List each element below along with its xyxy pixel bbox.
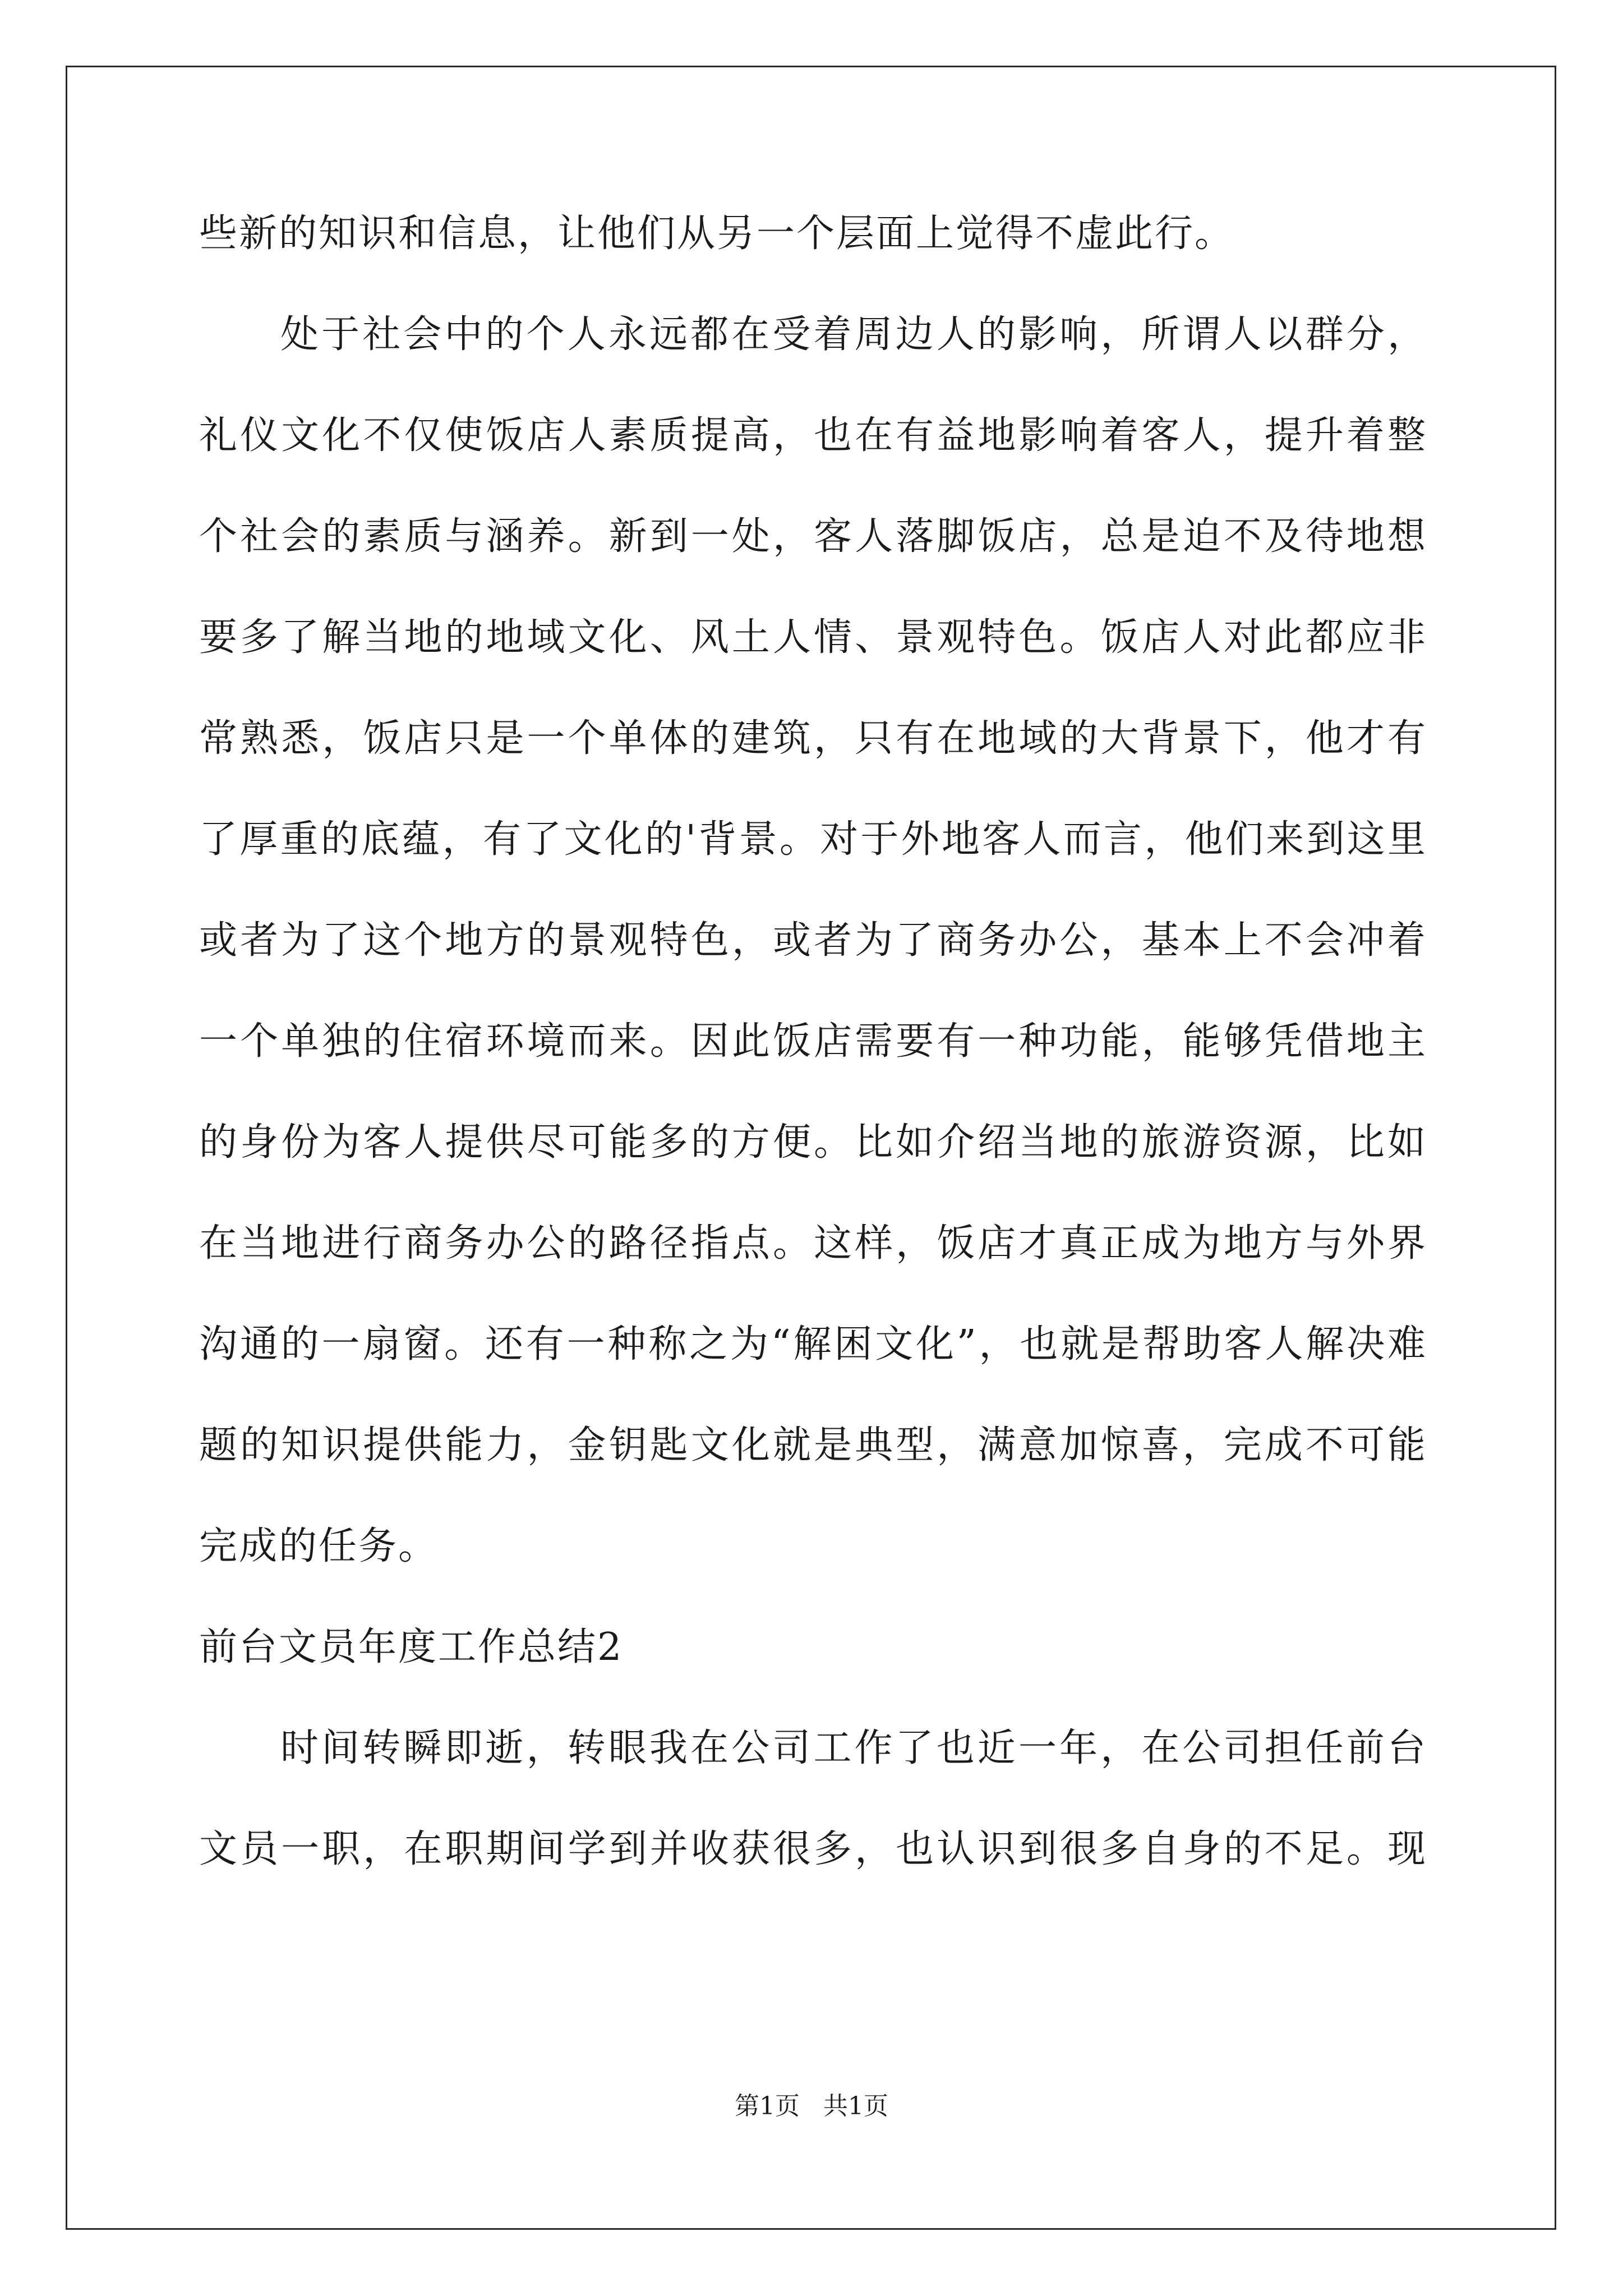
body-text-line: 了厚重的底蕴，有了文化的'背景。对于外地客人而言，他们来到这里: [199, 817, 1427, 862]
body-text-line: 在当地进行商务办公的路径指点。这样，饭店才真正成为地方与外界: [199, 1221, 1427, 1266]
body-text-line: 要多了解当地的地域文化、风土人情、景观特色。饭店人对此都应非: [199, 615, 1427, 660]
body-text-line: 礼仪文化不仅使饭店人素质提高，也在有益地影响着客人，提升着整: [199, 413, 1427, 458]
body-text-line: 一个单独的住宿环境而来。因此饭店需要有一种功能，能够凭借地主: [199, 1019, 1427, 1064]
body-text-line: 或者为了这个地方的景观特色，或者为了商务办公，基本上不会冲着: [199, 918, 1427, 963]
page-number-footer: 第1页 共1页: [735, 2092, 888, 2120]
body-text-line: 完成的任务。: [199, 1524, 439, 1568]
paragraph-first-line: 处于社会中的个人永远都在受着周边人的影响，所谓人以群分，: [280, 312, 1427, 357]
body-text-line: 个社会的素质与涵养。新到一处，客人落脚饭店，总是迫不及待地想: [199, 514, 1427, 559]
body-text-line: 的身份为客人提供尽可能多的方便。比如介绍当地的旅游资源，比如: [199, 1120, 1427, 1165]
body-text-line: 常熟悉，饭店只是一个单体的建筑，只有在地域的大背景下，他才有: [199, 716, 1427, 761]
body-text-line: 些新的知识和信息，让他们从另一个层面上觉得不虚此行。: [199, 211, 1235, 256]
body-text-line: 文员一职，在职期间学到并收获很多，也认识到很多自身的不足。现: [199, 1827, 1427, 1871]
section-heading: 前台文员年度工作总结2: [199, 1625, 624, 1669]
paragraph-first-line: 时间转瞬即逝，转眼我在公司工作了也近一年，在公司担任前台: [280, 1726, 1427, 1770]
body-text-line: 沟通的一扇窗。还有一种称之为“解困文化”，也就是帮助客人解决难: [199, 1322, 1427, 1366]
body-text-line: 题的知识提供能力，金钥匙文化就是典型，满意加惊喜，完成不可能: [199, 1423, 1427, 1467]
